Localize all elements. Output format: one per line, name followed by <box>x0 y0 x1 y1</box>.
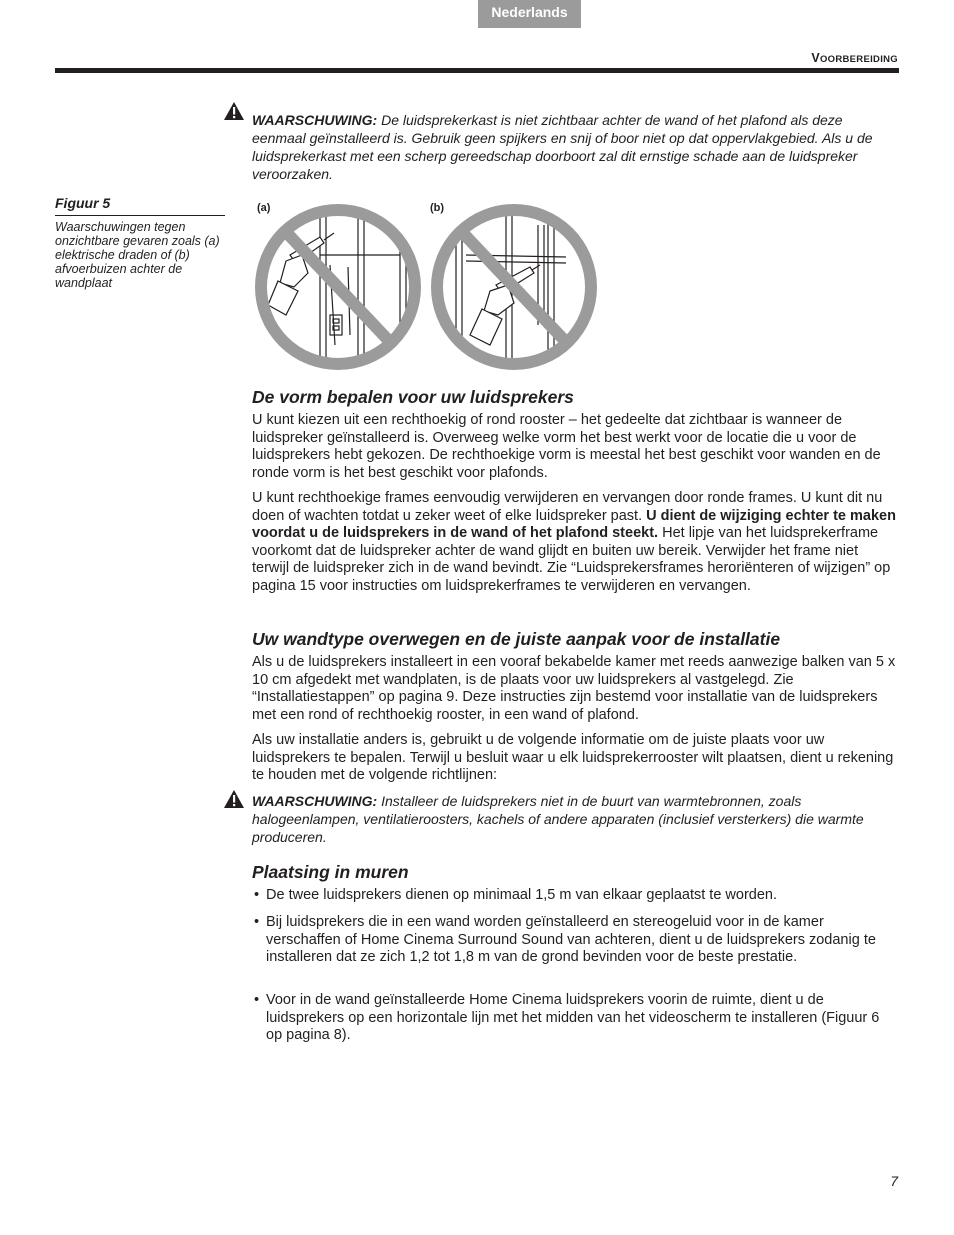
warning-label: WAARSCHUWING: <box>252 793 378 809</box>
figure-b-illustration <box>426 195 602 375</box>
warning-label: WAARSCHUWING: <box>252 112 378 128</box>
section-heading-shape: De vorm bepalen voor uw luidsprekers <box>252 387 574 407</box>
figure-a-illustration <box>250 195 426 375</box>
warning-icon <box>223 789 245 809</box>
section-header: VOORBEREIDING <box>811 51 898 65</box>
figure-caption: Waarschuwingen tegen onzichtbare gevaren zoals (a) elektrische draden of (b) afvoerbuizen achter de wandplaat <box>55 220 220 290</box>
section-heading-walltype: Uw wandtype overwegen en de juiste aanpak voor de installatie <box>252 629 781 649</box>
paragraph-walltype-1: Als u de luidsprekers installeert in een vooraf bekabelde kamer met reeds aanwezige balken van 5 x 10 cm afgedekt met wandplaten, is de plaats voor uw luidsprekers al vastgelegd. Zie “Installatiestappen” op pagina 9. Deze instructies zijn bestemd voor installatie van de luidsprekers met een rond of rechthoekig rooster, in een wand of plafond. <box>252 654 896 723</box>
figure-label-a: (a) <box>257 202 271 214</box>
header-rule <box>55 68 899 73</box>
warning-paragraph-2: WAARSCHUWING: Installeer de luidsprekers niet in de buurt van warmtebronnen, zoals halogeenlampen, ventilatieroosters, kachels of andere apparaten (inclusief versterkers) die warmte produceren. <box>252 793 864 845</box>
figure-label-b: (b) <box>430 202 445 214</box>
paragraph-walltype-2: Als uw installatie anders is, gebruikt u de volgende informatie om de juiste plaats voor uw luidsprekers te bepalen. Terwijl u besluit waar u elk luidsprekerrooster wilt plaatsen, dient u rekening te houden met de volgende richtlijnen: <box>252 732 894 783</box>
warning-paragraph-1: WAARSCHUWING: De luidsprekerkast is niet zichtbaar achter de wand of het plafond als deze eenmaal geïnstalleerd is. Gebruik geen spijkers en snij of boor niet op dat oppervlakgebied. Als u de luidsprekerkast met een scherp gereedschap doorboort zal dit ernstige schade aan de luidspreker veroorzaken. <box>252 112 873 182</box>
warning-icon <box>223 101 245 121</box>
page-number: 7 <box>890 1173 898 1189</box>
paragraph-shape-1: U kunt kiezen uit een rechthoekig of rond rooster – het gedeelte dat zichtbaar is wanneer de luidspreker geïnstalleerd is. Overweeg welke vorm het best werkt voor de locatie die u voor de luidsprekers hebt gekozen. De rechthoekige vorm is meestal het best geschikt voor wanden en de ronde vorm is het best geschikt voor plafonds. <box>252 412 881 481</box>
section-heading-walls: Plaatsing in muren <box>252 862 409 882</box>
figure-caption-block <box>55 195 225 290</box>
figure-title: Figuur 5 <box>55 195 225 216</box>
language-tab[interactable]: Nederlands <box>478 0 581 28</box>
paragraph-shape-2: U kunt rechthoekige frames eenvoudig verwijderen en vervangen door ronde frames. U kunt dit nu doen of wachten totdat u zeker weet of elke luidspreker past. U dient de wijziging echter te maken voordat u de luidsprekers in de wand of het plafond steekt. Het lipje van het luidsprekerframe voorkomt dat de luidspreker achter de wand glijdt en buiten uw bereik. Verwijder het frame niet terwijl de luidspreker zich in de wand bevindt. Zie “Luidsprekersframes heroriënteren of wijzigen” op pagina 15 voor instructies om luidsprekerframes te verwijderen en vervangen. <box>252 490 896 594</box>
